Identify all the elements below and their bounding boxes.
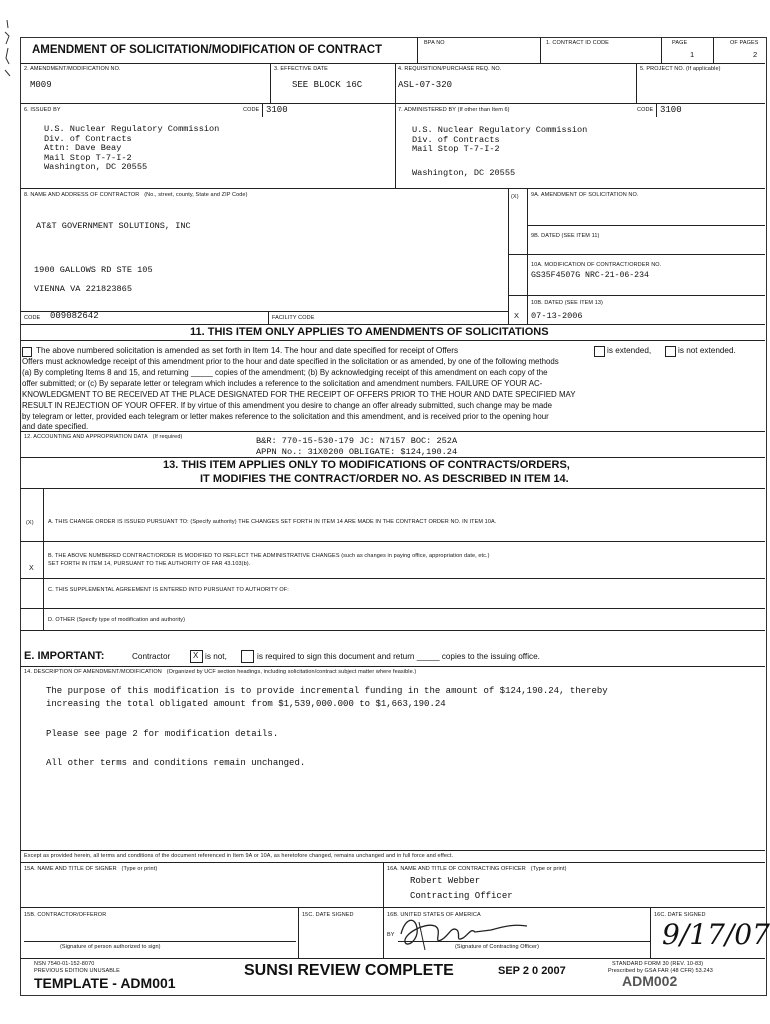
bpa-label: BPA NO: [424, 40, 445, 46]
important-label: E. IMPORTANT:: [24, 650, 105, 662]
block6-code-label: CODE: [243, 107, 260, 113]
contracting-officer-name: Robert Webber: [410, 876, 481, 886]
section13-b1: B. THE ABOVE NUMBERED CONTRACT/ORDER IS MODIFIED TO REFLECT THE ADMINISTRATIVE CHANGES (such as changes in paying office, appropriation date, etc.): [48, 553, 490, 559]
block10a-label: 10A. MODIFICATION OF CONTRACT/ORDER NO.: [531, 262, 662, 268]
block6-label: 6. ISSUED BY: [24, 107, 61, 113]
block16c-label: 16C. DATE SIGNED: [654, 912, 706, 918]
section11-checkbox[interactable]: [22, 347, 32, 357]
standard-form: STANDARD FORM 30 (REV. 10-83): [612, 961, 704, 967]
section13-a: A. THIS CHANGE ORDER IS ISSUED PURSUANT TO: (Specify authority) THE CHANGES SET FORTH IN ITEM 14 ARE MADE IN THE CONTRACT ORDER NO. IN ITEM 10A.: [48, 519, 497, 525]
is-not-extended-checkbox[interactable]: [665, 346, 676, 357]
is-not-extended-label: is not extended.: [678, 346, 736, 355]
is-not-mark: X: [193, 651, 199, 660]
section11-line5: KNOWLEDGMENT TO BE RECEIVED AT THE PLACE DESIGNATED FOR THE RECEIPT OF OFFERS PRIOR TO THE HOUR AND DATE SPECIFIED MAY: [22, 390, 576, 399]
section11-line6: RESULT IN REJECTION OF YOUR OFFER. If by virtue of this amendment you desire to change an offer already submitted, such change may be made: [22, 401, 553, 410]
important-contractor: Contractor: [132, 652, 171, 661]
block3-label: 3. EFFECTIVE DATE: [274, 66, 328, 72]
section13-c: C. THIS SUPPLEMENTAL AGREEMENT IS ENTERED INTO PURSUANT TO AUTHORITY OF:: [48, 587, 289, 593]
administered-by-code: 3100: [660, 105, 682, 115]
nsn: NSN 7540-01-152-8070: [34, 961, 95, 967]
section11-title: 11. THIS ITEM ONLY APPLIES TO AMENDMENTS OF SOLICITATIONS: [190, 326, 549, 338]
block8-code-label: CODE: [24, 315, 41, 321]
section13-x-label: (X): [26, 520, 34, 526]
facility-code-label: FACILITY CODE: [272, 315, 315, 321]
of-pages-value: 2: [753, 50, 758, 59]
contractor-address2: VIENNA VA 221823865: [34, 284, 132, 294]
previous-edition: PREVIOUS EDITION UNUSABLE: [34, 968, 120, 974]
block8-label: 8. NAME AND ADDRESS OF CONTRACTOR (No., street, county, State and ZIP Code): [24, 192, 248, 198]
amendment-no: M009: [30, 80, 52, 90]
block16b-sig-note: (Signature of Contracting Officer): [455, 944, 540, 950]
contracting-officer-title: Contracting Officer: [410, 891, 513, 901]
prescribed-by: Prescribed by GSA FAR (48 CFR) 53.243: [608, 968, 713, 974]
footer-note: Except as provided herein, all terms and conditions of the document referenced in Item 9A or 10A, as heretofore changed, remains unchanged and in full force and effect.: [24, 853, 454, 859]
contract-id-label: 1. CONTRACT ID CODE: [546, 40, 609, 46]
page-value: 1: [690, 50, 695, 59]
section11-line7: by telegram or letter, provided each telegram or letter makes reference to the solicitation and this amendment, and is received prior to the opening hour: [22, 412, 549, 421]
date-signed-value: 9/17/07: [662, 918, 770, 951]
block9b-label: 9B. DATED (SEE ITEM 11): [531, 233, 600, 239]
sunsi-stamp-date: SEP 2 0 2007: [498, 965, 566, 977]
margin-mark: [2, 18, 12, 78]
section13-b2: SET FORTH IN ITEM 14, PURSUANT TO THE AUTHORITY OF FAR 43.103(b).: [48, 561, 251, 567]
of-pages-label: OF PAGES: [730, 40, 759, 46]
contract-order-no: GS35F4507G NRC-21-06-234: [531, 271, 649, 280]
section13-d: D. OTHER (Specify type of modification and authority): [48, 617, 186, 623]
block15b-sig-note: (Signature of person authorized to sign): [60, 944, 161, 950]
block12-label: 12. ACCOUNTING AND APPROPRIATION DATA (If required): [24, 434, 183, 440]
description-line1: The purpose of this modification is to provide incremental funding in the amount of $124,190.24, thereby: [46, 686, 608, 696]
page-label: PAGE: [672, 40, 688, 46]
issued-by-code: 3100: [266, 105, 288, 115]
section11-line1: The above numbered solicitation is amended as set forth in Item 14. The hour and date specified for receipt of Offers: [36, 346, 459, 355]
administered-by-address: U.S. Nuclear Regulatory Commission Div. of Contracts Mail Stop T-7-I-2 Washington, DC 20555: [412, 125, 588, 178]
section13-b-mark: X: [29, 565, 34, 572]
block5-label: 5. PROJECT NO. (If applicable): [640, 66, 721, 72]
description-line3: Please see page 2 for modification details.: [46, 729, 279, 739]
block7-code-label: CODE: [637, 107, 654, 113]
block10b-label: 10B. DATED (SEE ITEM 13): [531, 300, 603, 306]
contracting-officer-signature: [395, 914, 535, 952]
block2-label: 2. AMENDMENT/MODIFICATION NO.: [24, 66, 121, 72]
effective-date: SEE BLOCK 16C: [292, 80, 363, 90]
section11-line3: (a) By completing Items 8 and 15, and returning _____ copies of the amendment; (b) By acknowledging receipt of this amendment on each copy of the: [22, 368, 548, 377]
section11-line4: offer submitted; or (c) By separate letter or telegram which includes a reference to the solicitation and amendment numbers. FAILURE OF YOUR AC-: [22, 379, 543, 388]
block15b-label: 15B. CONTRACTOR/OFFEROR: [24, 912, 107, 918]
description-line4: All other terms and conditions remain unchanged.: [46, 758, 306, 768]
description-line2: increasing the total obligated amount from $1,539,000.000 to $1,663,190.24: [46, 699, 446, 709]
template-name: TEMPLATE - ADM001: [34, 975, 176, 991]
adm-stamp: ADM002: [622, 973, 678, 989]
section13-title2: IT MODIFIES THE CONTRACT/ORDER NO. AS DESCRIBED IN ITEM 14.: [200, 473, 569, 485]
sunsi-stamp: SUNSI REVIEW COMPLETE: [244, 962, 454, 979]
block10b-mark: X: [514, 311, 520, 320]
block15c-label: 15C. DATE SIGNED: [302, 912, 354, 918]
block16b-label: 16B. UNITED STATES OF AMERICA: [387, 912, 481, 918]
block9a-label: 9A. AMENDMENT OF SOLICITATION NO.: [531, 192, 639, 198]
form-title: AMENDMENT OF SOLICITATION/MODIFICATION OF CONTRACT: [32, 44, 383, 56]
block16a-label: 16A. NAME AND TITLE OF CONTRACTING OFFICER (Type or print): [387, 866, 567, 872]
section13-title1: 13. THIS ITEM APPLIES ONLY TO MODIFICATIONS OF CONTRACTS/ORDERS,: [163, 459, 570, 471]
block7-label: 7. ADMINISTERED BY (If other than Item 6): [398, 107, 510, 113]
is-not-label: is not,: [205, 652, 227, 661]
contractor-code: 009082642: [50, 311, 99, 321]
accounting-line2: APPN No.: 31X0200 OBLIGATE: $124,190.24: [256, 447, 458, 457]
is-required-label: is required to sign this document and return _____ copies to the issuing office.: [257, 652, 540, 661]
contractor-name: AT&T GOVERNMENT SOLUTIONS, INC: [36, 221, 191, 231]
is-extended-label: is extended,: [607, 346, 652, 355]
is-required-checkbox[interactable]: [241, 650, 254, 663]
block16b-by: BY: [387, 932, 395, 938]
section11-line2: Offers must acknowledge receipt of this amendment prior to the hour and date specified in the solicitation or as amended, by one of the following methods: [22, 357, 559, 366]
x-column-label: (X): [511, 194, 519, 200]
is-extended-checkbox[interactable]: [594, 346, 605, 357]
section11-line8: and date specified.: [22, 422, 89, 431]
accounting-line1: B&R: 770-15-530-179 JC: N7157 BOC: 252A: [256, 436, 458, 446]
block14-label: 14. DESCRIPTION OF AMENDMENT/MODIFICATION (Organized by UCF section headings, including solicitation/contract subject matter where feasible.): [24, 669, 417, 675]
contract-dated: 07-13-2006: [531, 311, 583, 321]
contractor-address1: 1900 GALLOWS RD STE 105: [34, 265, 153, 275]
block4-label: 4. REQUISITION/PURCHASE REQ. NO.: [398, 66, 502, 72]
requisition-no: ASL-07-320: [398, 80, 453, 90]
block15a-label: 15A. NAME AND TITLE OF SIGNER (Type or print): [24, 866, 158, 872]
issued-by-address: U.S. Nuclear Regulatory Commission Div. of Contracts Attn: Dave Beay Mail Stop T-7-I-2 Washington, DC 20555: [44, 124, 220, 173]
